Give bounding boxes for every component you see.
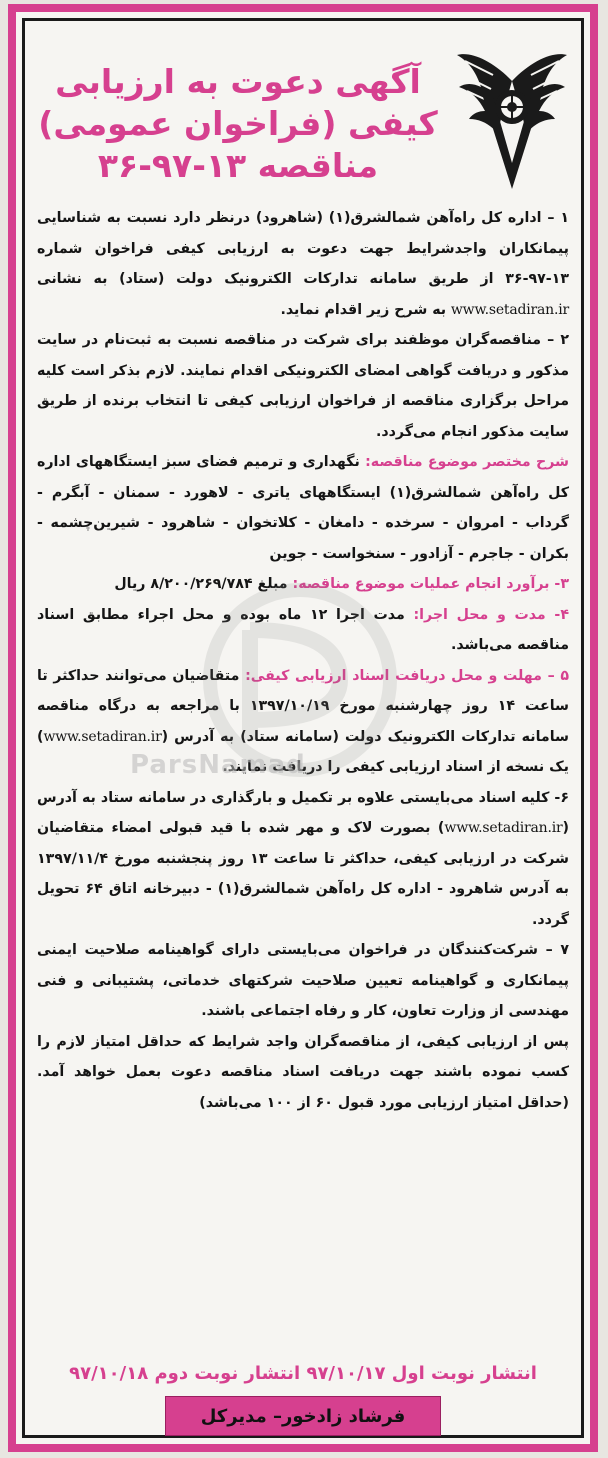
paragraph-text: ۲ – مناقصه‌گران موظفند برای شرکت در مناقصه نسبت به ثبت‌نام در سایت مذکور و دریافت گواهی امضای الکترونیکی اقدام نمایند. لازم بذکر است کلیه مراحل برگزاری مناقصه از فراخوان ارزیابی کیفی تا انتخاب برنده از طریق سایت مذکور انجام می‌گردد. [37, 332, 569, 440]
website-link[interactable]: www.setadiran.ir [444, 820, 563, 836]
paragraph-text: ۷ – شرکت‌کنندگان در فراخوان می‌بایستی دارای گواهینامه صلاحیت ایمنی پیمانکاری و گواهینامه تعیین صلاحیت شرکتهای خدماتی، پشتیبانی و فنی مهندسی از وزارت تعاون، کار و رفاه اجتماعی باشند. [37, 942, 569, 1019]
paragraph-tail: ) بصورت لاک و مهر شده با قید قبولی امضاء متقاضیان شرکت در ارزیابی کیفی، حداکثر تا ساعت ۱۳ روز پنجشنبه مورخ ۱۳۹۷/۱۱/۴ به آدرس شاهرود - اداره کل راه‌آهن شمالشرق(۱) - دبیرخانه اتاق ۶۴ تحویل گردد. [37, 820, 569, 928]
notice-body [37, 203, 569, 1118]
paragraph-tail: ) یک نسخه از اسناد ارزیابی کیفی را دریافت نمایند. [37, 728, 569, 775]
paragraph-4 [37, 600, 569, 661]
notice-box [22, 18, 584, 1438]
paragraph-text: ۱ – اداره کل راه‌آهن شمالشرق(۱) (شاهرود) درنظر دارد نسبت به شناسایی پیمانکاران واجدشرایط جهت دعوت به ارزیابی کیفی فراخوان شماره ۱۳-۹۷-۳۶ از طریق سامانه تدارکات الکترونیک دولت (ستاد) به نشانی [37, 210, 569, 287]
title-line-3: مناقصه ۱۳-۹۷-۳۶ [97, 146, 379, 185]
title-line-1: آگهی دعوت به ارزیابی [55, 62, 421, 101]
paragraph-1 [37, 203, 569, 325]
title-line-2: کیفی (فراخوان عمومی) [38, 104, 438, 143]
publication-dates: انتشار نوبت اول ۹۷/۱۰/۱۷ انتشار نوبت دوم ۹۷/۱۰/۱۸ [69, 1363, 537, 1384]
paragraph-text: پس از ارزیابی کیفی، از مناقصه‌گران واجد شرایط که حداقل امتیاز لازم را کسب نموده باشند جهت دریافت اسناد مناقصه دعوت بعمل خواهد آمد. (حداقل امتیاز ارزیابی مورد قبول ۶۰ از ۱۰۰ می‌باشد) [37, 1033, 569, 1111]
pink-frame [8, 4, 598, 1452]
paragraph-subject [37, 447, 569, 569]
signature-text: فرشاد زادخور– مدیرکل [200, 1405, 406, 1427]
paragraph-text: مبلغ ۸/۲۰۰/۲۶۹/۷۸۴ ریال [114, 576, 288, 592]
paragraph-text: متقاضیان می‌توانند حداکثر تا ساعت ۱۴ روز چهارشنبه مورخ ۱۳۹۷/۱۰/۱۹ با مراجعه به درگاه مناقصه سامانه تدارکات الکترونیک دولت (سامانه ستاد) به آدرس ( [37, 667, 569, 745]
paragraph-7 [37, 935, 569, 1027]
paragraph-text: مدت اجرا ۱۲ ماه بوده و محل اجراء مطابق اسناد مناقصه می‌باشد. [37, 606, 569, 653]
header [25, 21, 581, 199]
website-link[interactable]: www.setadiran.ir [450, 301, 569, 318]
paragraph-heading: ۵ – مهلت و محل دریافت اسناد ارزیابی کیفی: [245, 667, 570, 684]
website-link[interactable]: www.setadiran.ir [43, 728, 162, 745]
paragraph-tail: به شرح زیر اقدام نماید. [280, 301, 447, 318]
paragraph-heading: ۳- برآورد انجام عملیات موضوع مناقصه: [292, 576, 569, 592]
paragraph-text: ۶- کلیه اسناد می‌بایستی علاوه بر تکمیل و بارگذاری در سامانه ستاد به آدرس ( [37, 789, 569, 836]
paragraph-heading: شرح مختصر موضوع مناقصه: [365, 454, 569, 470]
notice-title [35, 61, 441, 187]
paragraph-8 [37, 1027, 569, 1119]
paragraph-text: نگهداری و ترمیم فضای سبز ایستگاههای اداره کل راه‌آهن شمالشرق(۱) ایستگاههای یاتری - لاهورد - سمنان - آبگرم - گرداب - امروان - سرخده - دامغان - کلاتخوان - شاهرود - شیرین‌چشمه - بکران - جاجرم - آزادور - سنخواست - جوین [37, 454, 569, 562]
paragraph-2 [37, 325, 569, 447]
signature-bar [165, 1396, 441, 1436]
paragraph-heading: ۴- مدت و محل اجرا: [413, 606, 569, 623]
watermark-text: ParsNamad [130, 750, 306, 780]
paragraph-3 [37, 569, 569, 600]
paragraph-6 [37, 783, 569, 936]
railway-emblem-icon [453, 41, 571, 191]
